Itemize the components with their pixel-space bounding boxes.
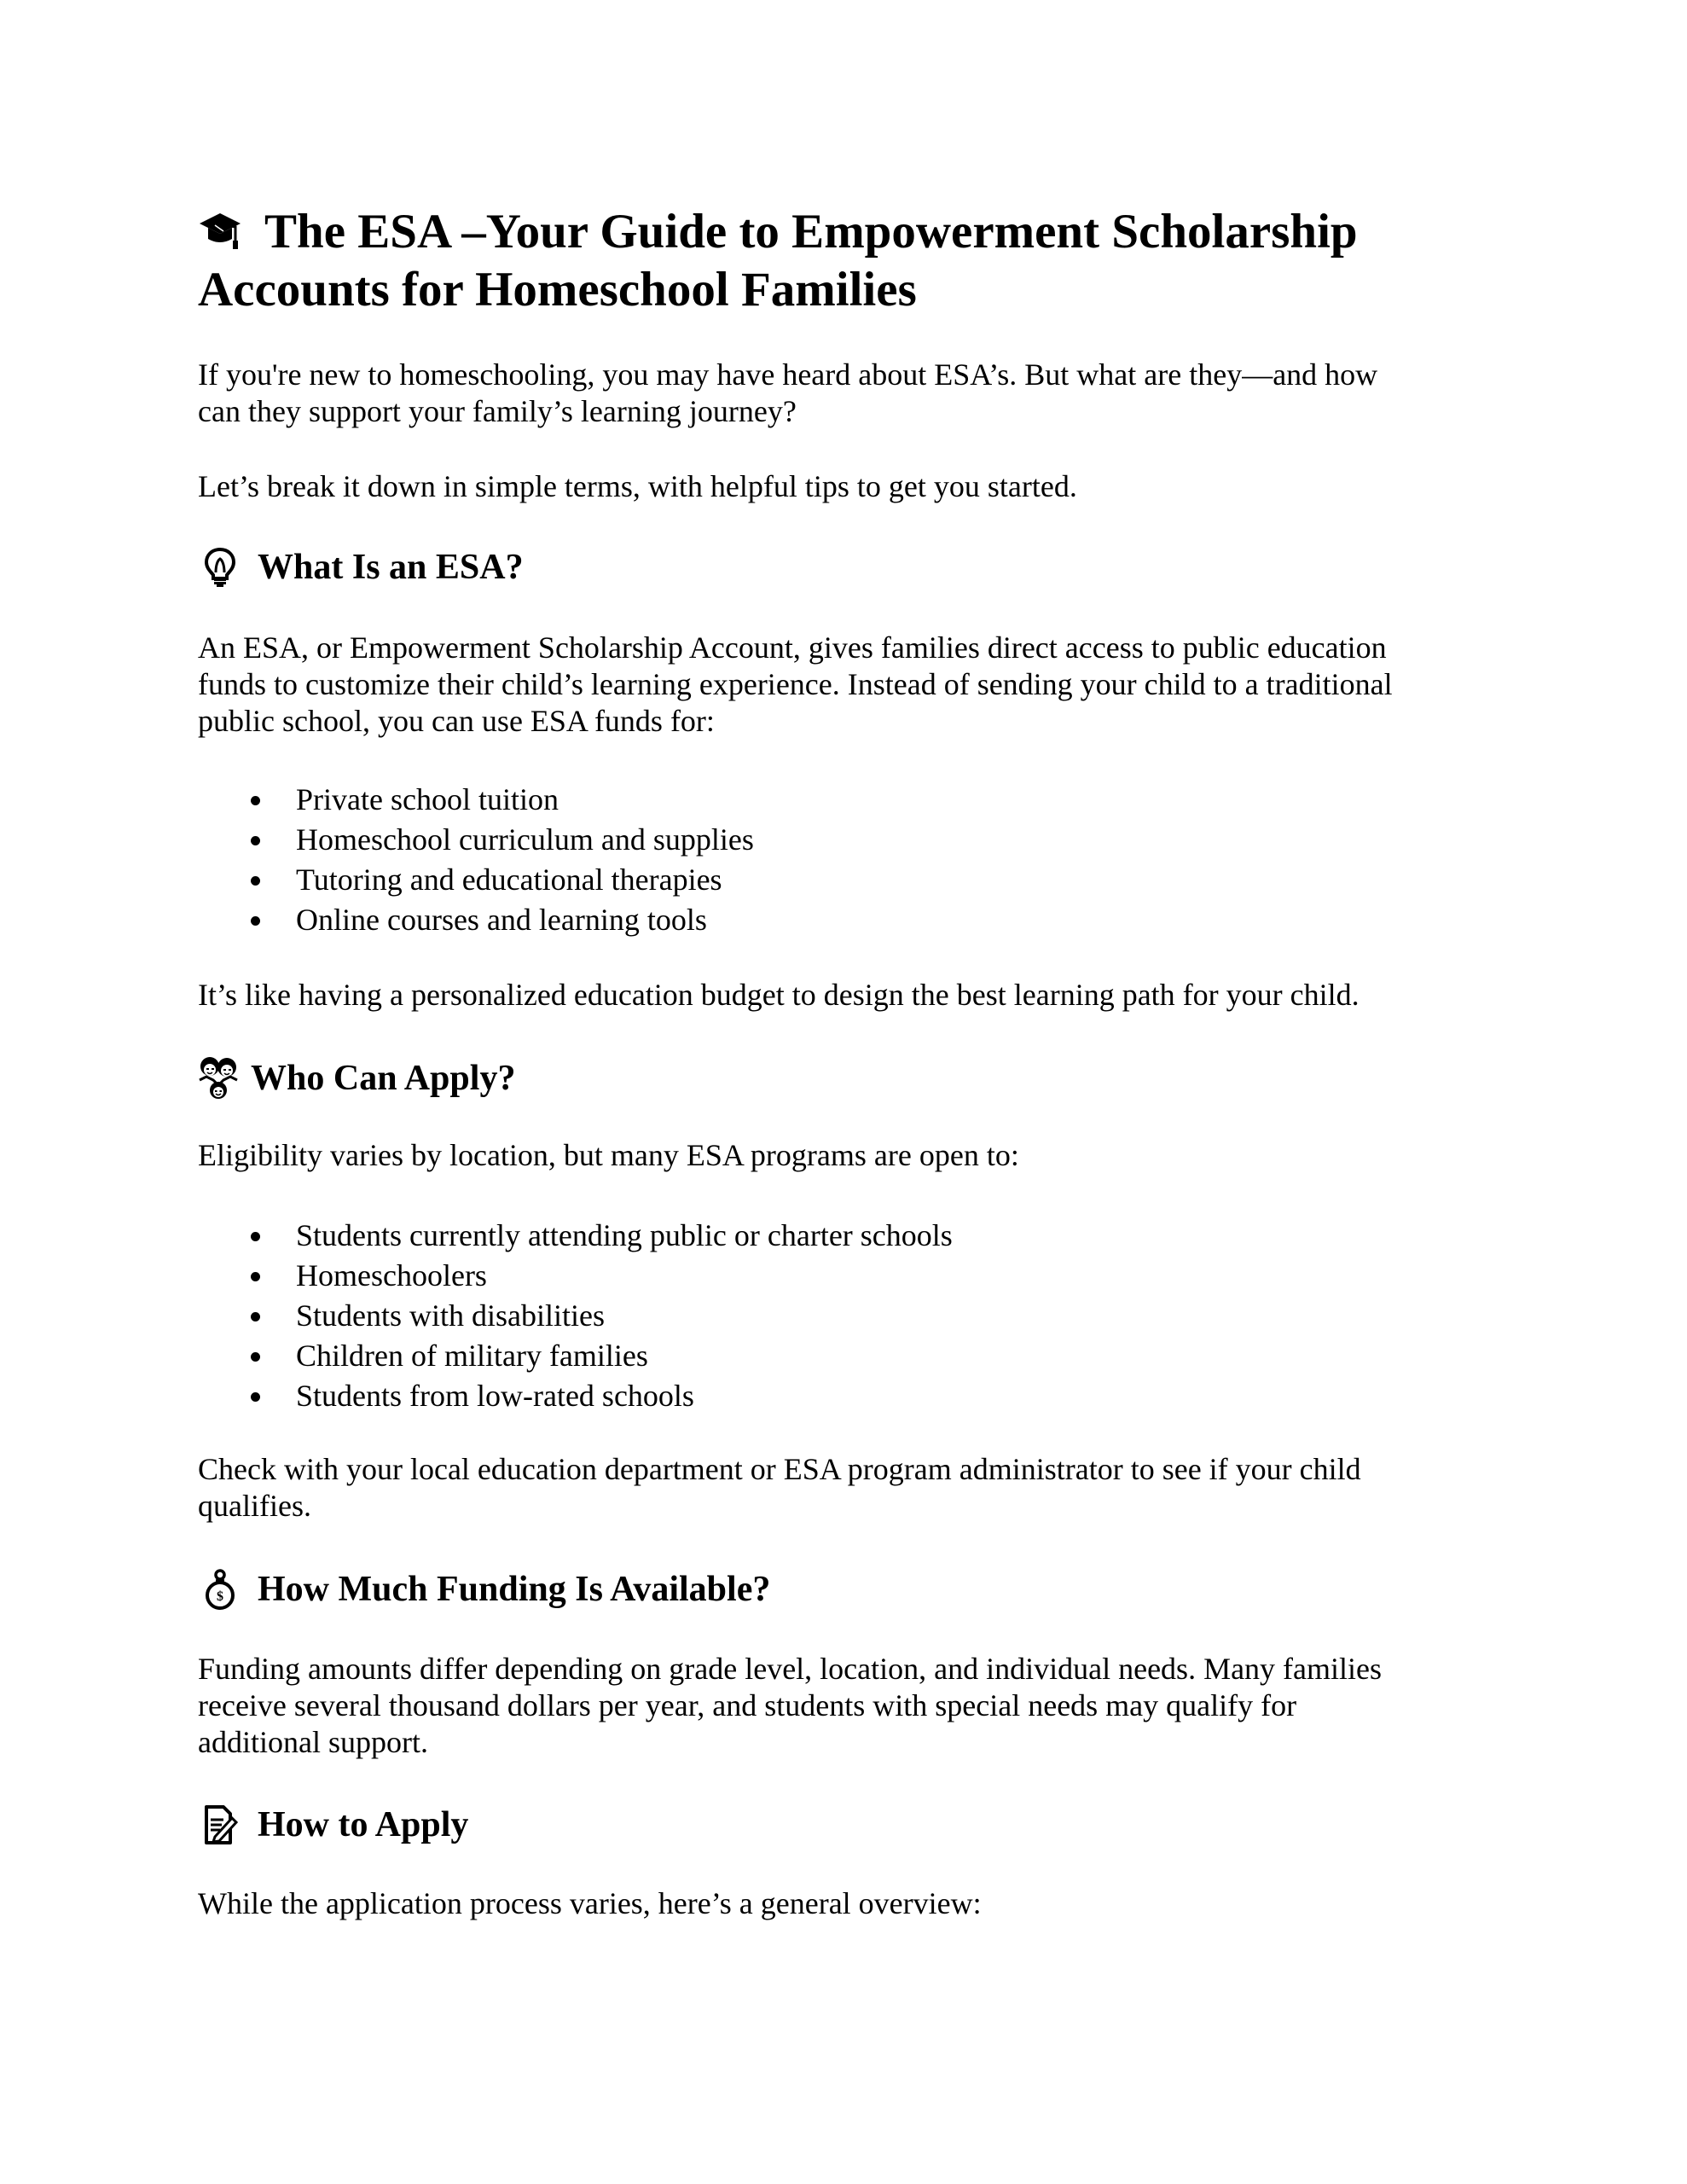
esa-uses-list	[198, 780, 754, 940]
section-1-closing: It’s like having a personalized education budget to design the best learning path for your child.	[198, 978, 1359, 1012]
list-item	[198, 780, 754, 820]
list-item-text: Tutoring and educational therapies	[296, 863, 722, 897]
section-1-paragraph-line-1: An ESA, or Empowerment Scholarship Account, gives families direct access to public education	[198, 630, 1387, 665]
list-item	[198, 860, 754, 900]
bullet-icon	[251, 1272, 260, 1281]
list-item-text: Students from low-rated schools	[296, 1379, 694, 1413]
title-line-1	[198, 203, 1528, 261]
section-heading-who-can-apply	[198, 1056, 515, 1101]
list-item-text: Private school tuition	[296, 782, 559, 816]
section-1-paragraph-line-3: public school, you can use ESA funds for:	[198, 704, 715, 738]
section-1-paragraph-line-2: funds to customize their child’s learning experience. Instead of sending your child to a traditional	[198, 667, 1393, 701]
section-heading-text: How to Apply	[258, 1805, 469, 1844]
section-heading-what-is-esa	[201, 546, 524, 589]
list-item	[198, 820, 754, 860]
list-item	[198, 1376, 953, 1416]
list-item-text: Students currently attending public or charter schools	[296, 1218, 953, 1252]
list-item-text: Homeschool curriculum and supplies	[296, 822, 754, 857]
graduation-cap-icon	[198, 208, 242, 253]
section-4-paragraph: While the application process varies, here’s a general overview:	[198, 1886, 982, 1920]
section-2-closing-line-1: Check with your local education department or ESA program administrator to see if your child	[198, 1452, 1361, 1486]
list-item-text: Students with disabilities	[296, 1298, 606, 1333]
children-icon	[198, 1056, 239, 1101]
bullet-icon	[251, 876, 260, 886]
section-heading-how-to-apply	[201, 1804, 468, 1846]
intro-paragraph-2: Let’s break it down in simple terms, with helpful tips to get you started.	[198, 469, 1077, 503]
bullet-icon	[251, 1232, 260, 1241]
section-3-paragraph-line-2: receive several thousand dollars per year, and students with special needs may qualify for	[198, 1688, 1297, 1722]
title-text-line-1: The ESA –Your Guide to Empowerment Scholarship	[264, 205, 1358, 258]
bullet-icon	[251, 916, 260, 926]
list-item	[198, 1216, 953, 1256]
light-bulb-icon	[201, 547, 239, 588]
section-heading-text: How Much Funding Is Available?	[258, 1570, 771, 1609]
section-3-paragraph-line-3: additional support.	[198, 1725, 428, 1759]
bullet-icon	[251, 796, 260, 805]
application-form-icon	[201, 1804, 239, 1845]
list-item	[198, 1336, 953, 1376]
section-heading-funding	[201, 1568, 770, 1611]
svg-text:$: $	[217, 1589, 223, 1604]
section-heading-text: Who Can Apply?	[251, 1059, 516, 1098]
list-item	[198, 1296, 953, 1336]
section-heading-text: What Is an ESA?	[258, 548, 524, 587]
section-2-paragraph: Eligibility varies by location, but many ESA programs are open to:	[198, 1138, 1019, 1172]
bullet-icon	[251, 836, 260, 845]
bullet-icon	[251, 1352, 260, 1362]
section-2-closing-line-2: qualifies.	[198, 1489, 311, 1523]
document-title	[198, 203, 1528, 319]
intro-paragraph-1-line-2: can they support your family’s learning journey?	[198, 394, 797, 428]
title-text-line-2: Accounts for Homeschool Families	[198, 263, 917, 317]
list-item-text: Children of military families	[296, 1339, 648, 1373]
list-item	[198, 1256, 953, 1296]
intro-paragraph-1-line-1: If you're new to homeschooling, you may have heard about ESA’s. But what are they—and how	[198, 357, 1378, 392]
list-item	[198, 900, 754, 940]
bullet-icon	[251, 1392, 260, 1402]
section-3-paragraph-line-1: Funding amounts differ depending on grade level, location, and individual needs. Many families	[198, 1652, 1383, 1686]
list-item-text: Homeschoolers	[296, 1258, 487, 1292]
eligibility-list	[198, 1216, 953, 1416]
list-item-text: Online courses and learning tools	[296, 903, 707, 937]
bullet-icon	[251, 1312, 260, 1321]
money-bag-icon	[201, 1569, 239, 1610]
